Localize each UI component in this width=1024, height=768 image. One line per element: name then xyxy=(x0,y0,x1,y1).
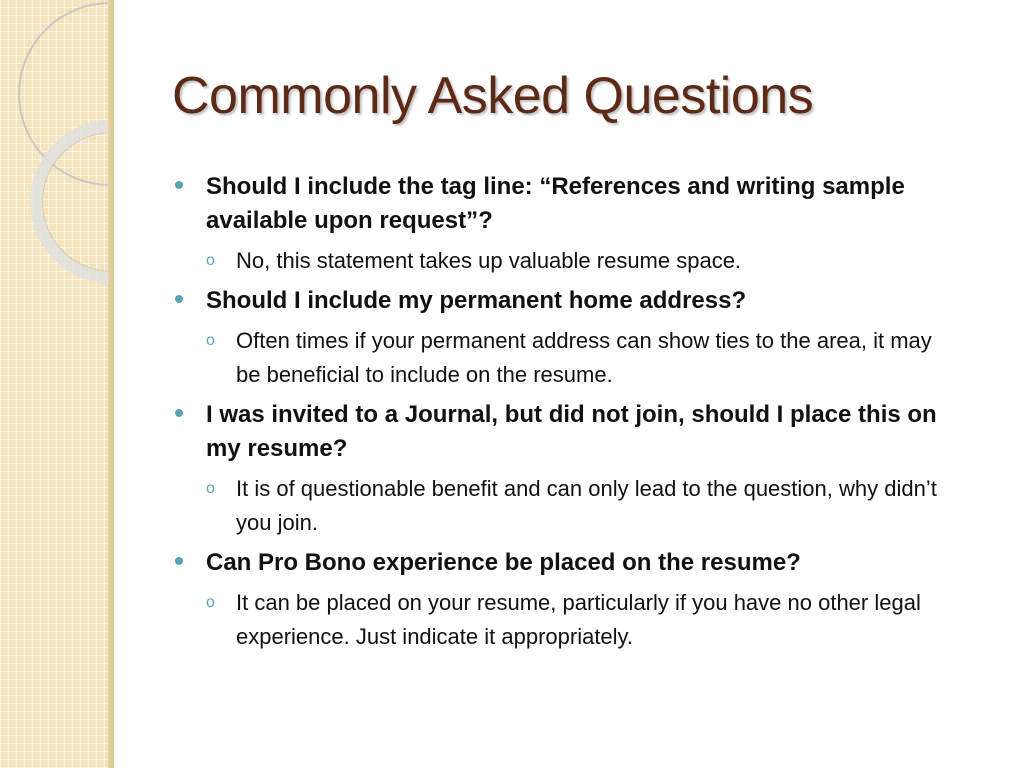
bullet-dot-icon xyxy=(175,409,183,417)
bullet-circle-icon: o xyxy=(206,480,215,497)
faq-list xyxy=(172,170,962,660)
faq-question: Should I include the tag line: “References and writing sample available upon request”? xyxy=(206,173,905,234)
bullet-circle-icon: o xyxy=(206,332,215,349)
faq-question: Should I include my permanent home address? xyxy=(206,287,747,314)
bullet-circle-icon: o xyxy=(206,252,215,269)
bullet-circle-icon: o xyxy=(206,594,215,611)
faq-answer-row xyxy=(172,472,962,540)
decorative-side-panel xyxy=(0,0,112,768)
bullet-dot-icon xyxy=(175,181,183,189)
faq-item xyxy=(172,284,962,392)
faq-question: Can Pro Bono experience be placed on the resume? xyxy=(206,549,801,576)
faq-item xyxy=(172,170,962,278)
faq-answer: Often times if your permanent address can show ties to the area, it may be beneficial to include on the resume. xyxy=(236,328,932,387)
faq-answer-row xyxy=(172,586,962,654)
faq-answer: It can be placed on your resume, particularly if you have no other legal experience. Just indicate it appropriately. xyxy=(236,590,921,649)
bullet-dot-icon xyxy=(175,295,183,303)
slide-title: Commonly Asked Questions xyxy=(172,67,814,125)
faq-answer-row xyxy=(172,244,962,278)
faq-item xyxy=(172,546,962,654)
faq-answer: No, this statement takes up valuable resume space. xyxy=(236,248,742,273)
side-panel-edge xyxy=(108,0,114,768)
faq-answer-row xyxy=(172,324,962,392)
faq-question: I was invited to a Journal, but did not join, should I place this on my resume? xyxy=(206,401,937,462)
faq-answer: It is of questionable benefit and can only lead to the question, why didn’t you join. xyxy=(236,476,937,535)
bullet-dot-icon xyxy=(175,557,183,565)
faq-item xyxy=(172,398,962,540)
